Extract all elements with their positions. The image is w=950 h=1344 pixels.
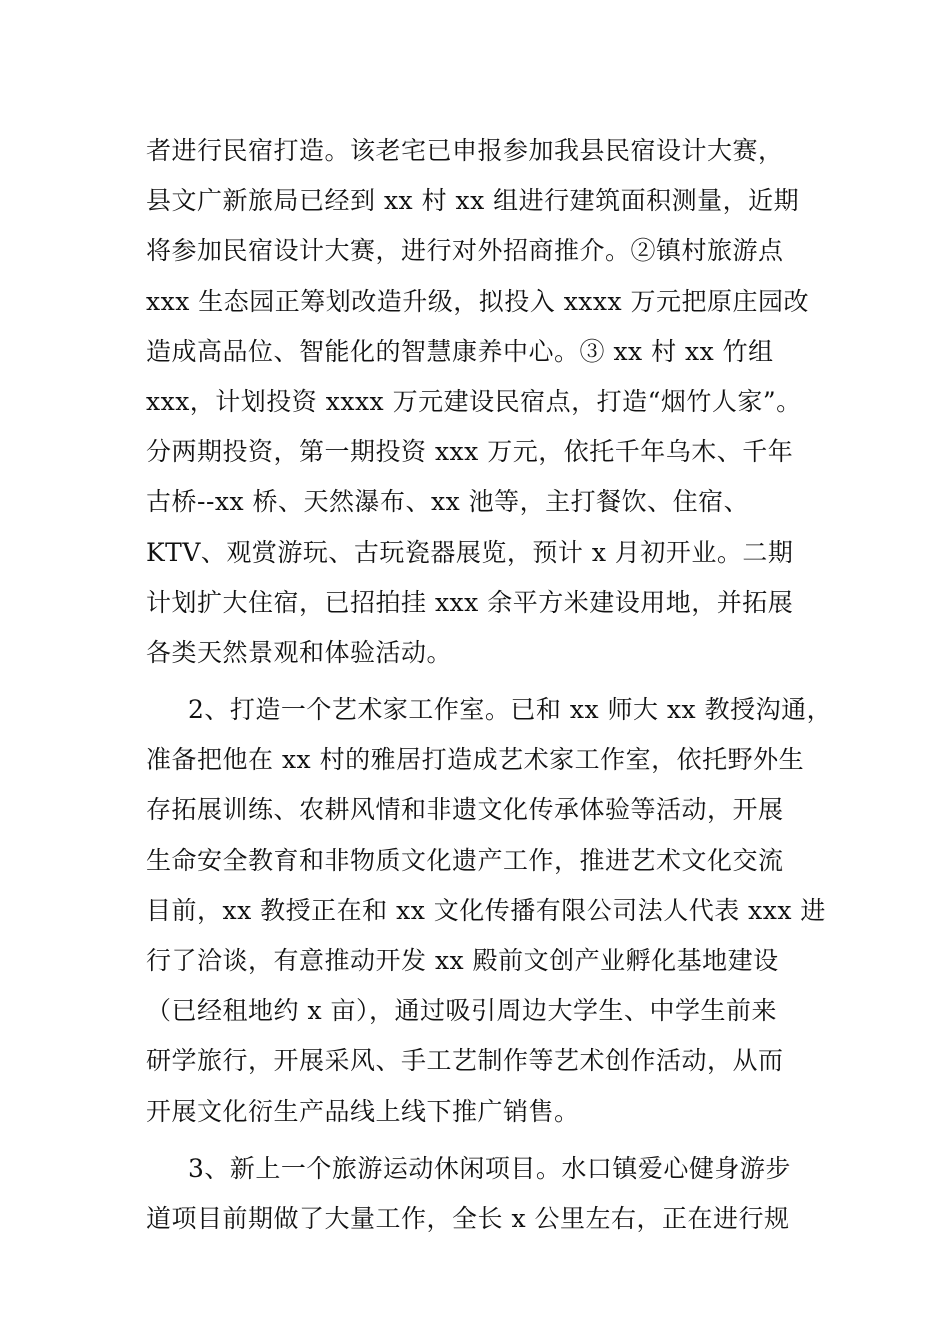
paragraph-line: 2、打造一个艺术家工作室。已和 xx 师大 xx 教授沟通， [188,695,833,725]
document-body [146,126,836,1244]
paragraph-line: 各类天然景观和体验活动。 [146,637,453,667]
paragraph-line: 分两期投资，第一期投资 xxx 万元，依托千年乌木、千年 [146,437,794,467]
paragraph-line: 开展文化衍生产品线上线下推广销售。 [146,1096,580,1126]
paragraph-line: 准备把他在 xx 村的雅居打造成艺术家工作室，依托野外生 [146,745,805,775]
paragraph-line: 将参加民宿设计大赛，进行对外招商推介。②镇村旅游点 [146,236,784,266]
paragraph-3 [146,1144,836,1244]
paragraph-line: 3、新上一个旅游运动休闲项目。水口镇爱心健身游步 [188,1153,791,1183]
paragraph-line: xxx 生态园正筹划改造升级，拟投入 xxxx 万元把原庄园改 [146,286,810,316]
paragraph-line: 生命安全教育和非物质文化遗产工作，推进艺术文化交流 [146,845,784,875]
paragraph-line: 存拓展训练、农耕风情和非遗文化传承体验等活动，开展 [146,795,784,825]
paragraph-line: 古桥--xx 桥、天然瀑布、xx 池等，主打餐饮、住宿、 [146,487,750,517]
paragraph-line: xxx，计划投资 xxxx 万元建设民宿点，打造“烟竹人家”。 [146,386,802,416]
paragraph-line: 计划扩大住宿，已招拍挂 xxx 余平方米建设用地，并拓展 [146,587,794,617]
paragraph-line: 目前，xx 教授正在和 xx 文化传播有限公司法人代表 xxx 进 [146,895,826,925]
paragraph-2 [146,685,836,1137]
paragraph-gap [146,678,836,685]
paragraph-line: （已经租地约 x 亩），通过吸引周边大学生、中学生前来 [146,996,777,1026]
paragraph-line: 研学旅行，开展采风、手工艺制作等艺术创作活动，从而 [146,1046,784,1076]
paragraph-line: KTV、观赏游玩、古玩瓷器展览，预计 x 月初开业。二期 [146,537,794,567]
paragraph-line: 行了洽谈，有意推动开发 xx 殿前文创产业孵化基地建设 [146,946,779,975]
paragraph-gap [146,1137,836,1144]
paragraph-1 [146,126,836,678]
paragraph-line: 道项目前期做了大量工作，全长 x 公里左右，正在进行规 [146,1203,790,1233]
paragraph-line: 县文广新旅局已经到 xx 村 xx 组进行建筑面积测量，近期 [146,186,800,216]
paragraph-line: 造成高品位、智能化的智慧康养中心。③ xx 村 xx 竹组 [146,336,774,366]
paragraph-line: 者进行民宿打造。该老宅已申报参加我县民宿设计大赛， [146,136,784,165]
